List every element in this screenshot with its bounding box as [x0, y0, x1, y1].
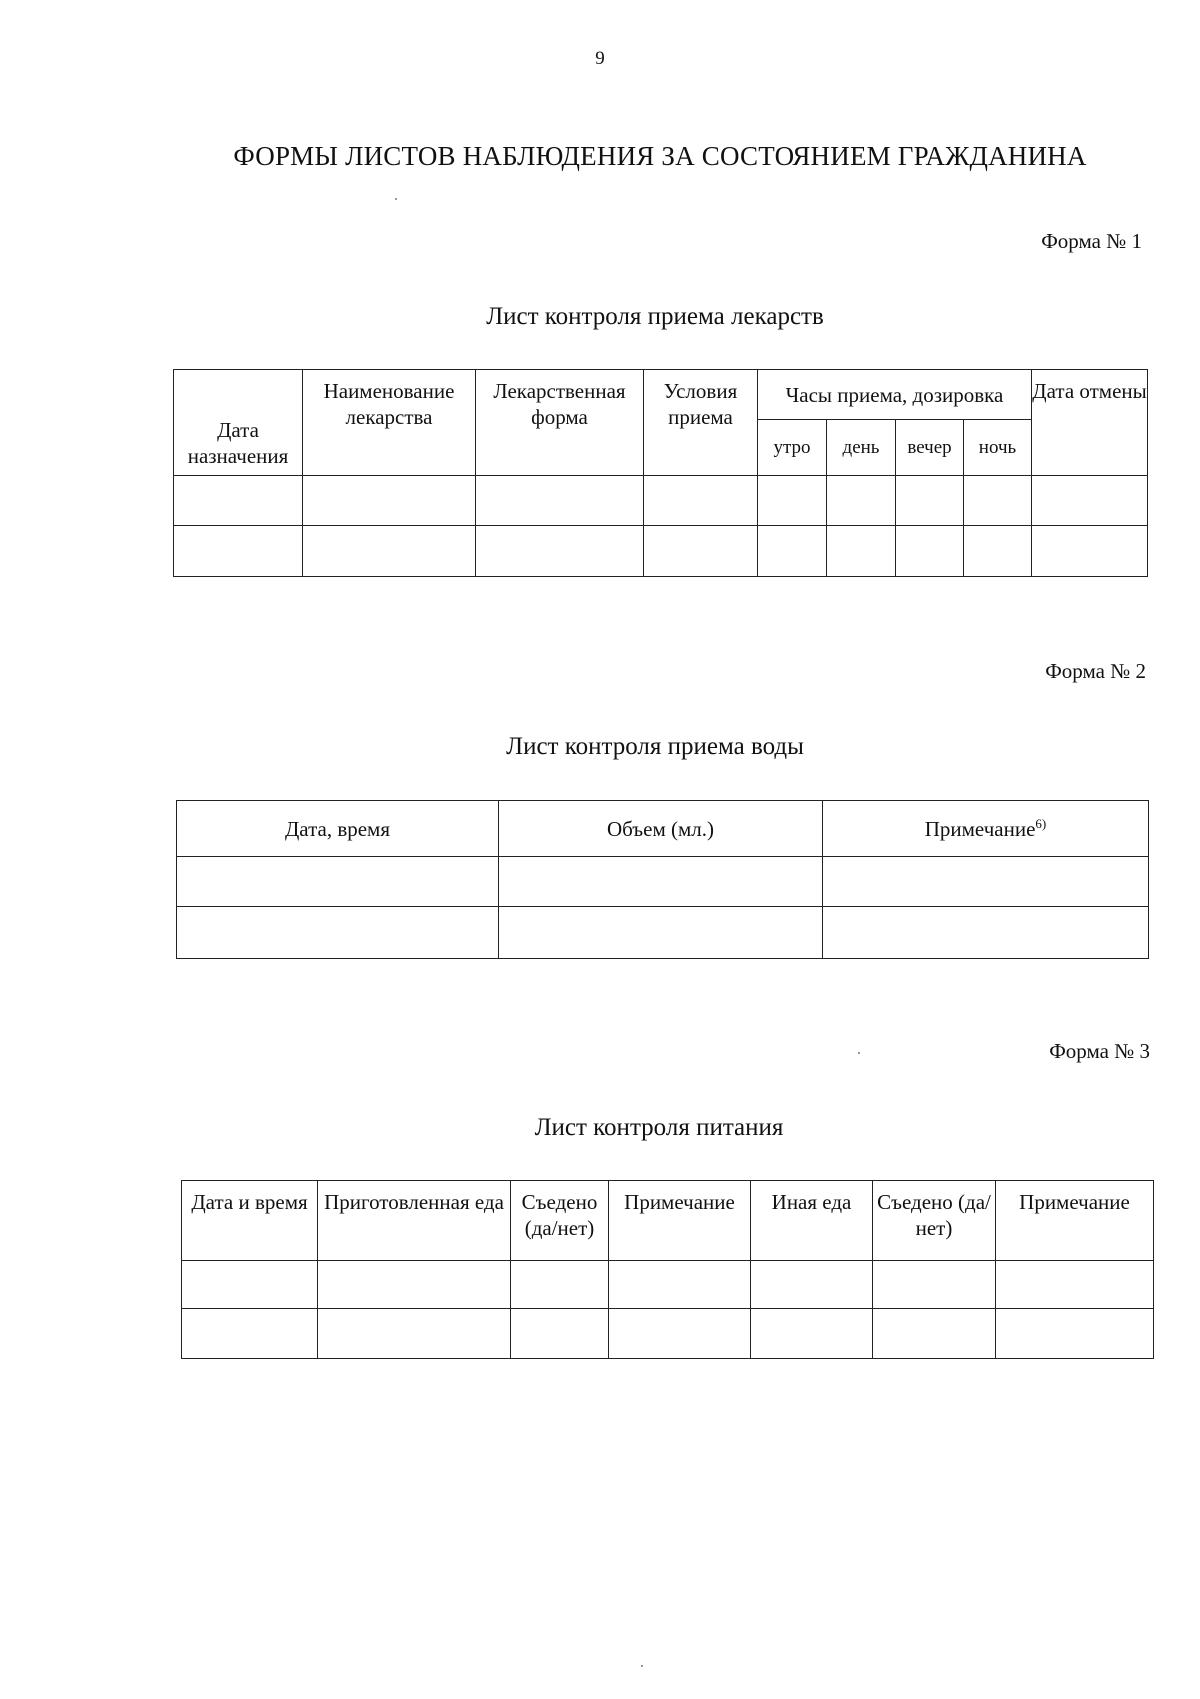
header-morning: утро — [758, 420, 827, 476]
header-cooked-food: Приготовленная еда — [318, 1181, 511, 1261]
table-cell[interactable] — [644, 526, 758, 577]
form1-label: Форма № 1 — [1041, 229, 1142, 253]
table-cell[interactable] — [751, 1309, 873, 1359]
table-row — [177, 857, 1149, 907]
header-volume: Объем (мл.) — [499, 801, 823, 857]
header-eaten: Съедено (да/нет) — [511, 1181, 609, 1261]
header-prescription-date: Дата назначения — [174, 370, 303, 476]
table-cell[interactable] — [1032, 526, 1148, 577]
table-cell[interactable] — [182, 1261, 318, 1309]
form3-title: Лист контроля питания — [534, 1114, 784, 1141]
table-cell[interactable] — [174, 476, 303, 526]
header-dosage-form: Лекарственная форма — [476, 370, 644, 476]
table-cell[interactable] — [758, 526, 827, 577]
table-row — [182, 1309, 1154, 1359]
scan-speck — [858, 1052, 860, 1054]
table-cell[interactable] — [182, 1309, 318, 1359]
table-cell[interactable] — [823, 907, 1149, 959]
table-cell[interactable] — [896, 476, 964, 526]
header-intake-conditions: Условия приема — [644, 370, 758, 476]
header-note: Примечание — [609, 1181, 751, 1261]
table-cell[interactable] — [823, 857, 1149, 907]
table-cell[interactable] — [873, 1309, 996, 1359]
table-cell[interactable] — [303, 526, 476, 577]
form2-title: Лист контроля приема воды — [506, 733, 804, 760]
table-cell[interactable] — [318, 1261, 511, 1309]
header-day: день — [827, 420, 896, 476]
header-note-other: Примечание — [996, 1181, 1154, 1261]
water-intake-table — [176, 800, 1149, 959]
table-cell[interactable] — [896, 526, 964, 577]
header-eaten-other: Съедено (да/нет) — [873, 1181, 996, 1261]
table-row — [174, 476, 1148, 526]
header-other-food: Иная еда — [751, 1181, 873, 1261]
table-row — [182, 1261, 1154, 1309]
table-cell[interactable] — [499, 907, 823, 959]
table-cell[interactable] — [758, 476, 827, 526]
form3-label: Форма № 3 — [1049, 1039, 1150, 1063]
table-cell[interactable] — [827, 526, 896, 577]
table-row — [174, 526, 1148, 577]
table-cell[interactable] — [996, 1309, 1154, 1359]
form2-label: Форма № 2 — [1045, 659, 1146, 683]
table-cell[interactable] — [499, 857, 823, 907]
header-datetime: Дата и время — [182, 1181, 318, 1261]
table-cell[interactable] — [996, 1261, 1154, 1309]
scan-speck — [395, 198, 397, 200]
header-datetime: Дата, время — [177, 801, 499, 857]
document-title: ФОРМЫ ЛИСТОВ НАБЛЮДЕНИЯ ЗА СОСТОЯНИЕМ ГРАЖДАНИНА — [233, 141, 1087, 171]
footnote-marker: 6) — [1035, 815, 1047, 831]
table-cell[interactable] — [511, 1261, 609, 1309]
table-cell[interactable] — [318, 1309, 511, 1359]
header-drug-name: Наименование лекарства — [303, 370, 476, 476]
table-cell[interactable] — [644, 476, 758, 526]
table-cell[interactable] — [964, 476, 1032, 526]
table-cell[interactable] — [177, 907, 499, 959]
table-cell[interactable] — [174, 526, 303, 577]
table-cell[interactable] — [177, 857, 499, 907]
table-row — [177, 907, 1149, 959]
table-cell[interactable] — [1032, 476, 1148, 526]
table-cell[interactable] — [609, 1309, 751, 1359]
header-cancel-date: Дата отмены — [1032, 370, 1148, 476]
medication-control-table — [173, 369, 1148, 577]
table-cell[interactable] — [873, 1261, 996, 1309]
form1-title: Лист контроля приема лекарств — [486, 303, 824, 330]
table-cell[interactable] — [751, 1261, 873, 1309]
table-cell[interactable] — [476, 476, 644, 526]
table-cell[interactable] — [476, 526, 644, 577]
table-cell[interactable] — [964, 526, 1032, 577]
table-cell[interactable] — [511, 1309, 609, 1359]
page-number: 9 — [595, 48, 605, 69]
nutrition-control-table — [181, 1180, 1154, 1359]
table-cell[interactable] — [303, 476, 476, 526]
header-intake-hours: Часы приема, дозировка — [758, 370, 1032, 420]
table-cell[interactable] — [827, 476, 896, 526]
scan-speck — [641, 1665, 643, 1667]
header-note: Примечание$^{6)}$ — [823, 801, 1149, 857]
table-cell[interactable] — [609, 1261, 751, 1309]
header-night: ночь — [964, 420, 1032, 476]
header-evening: вечер — [896, 420, 964, 476]
